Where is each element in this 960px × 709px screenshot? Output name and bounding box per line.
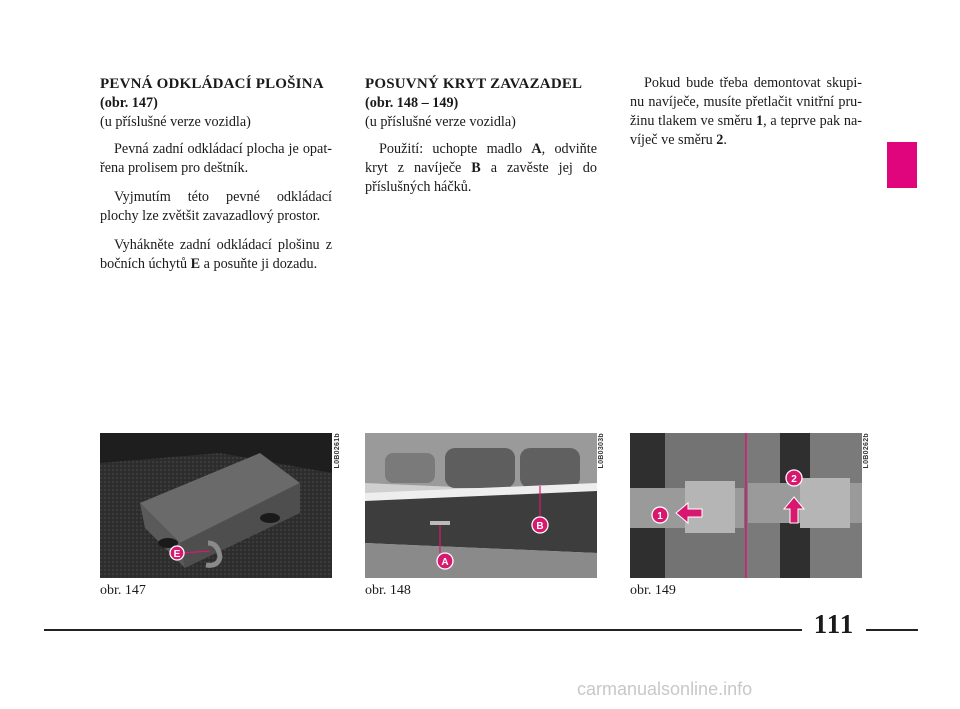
section-tab-marker — [887, 142, 917, 188]
svg-text:1: 1 — [657, 511, 663, 522]
column-3 — [630, 74, 862, 160]
svg-text:E: E — [173, 549, 181, 560]
paragraph: Vyjmutím této pevné odkládací plochy lze zvětšit zavazadlový prostor. — [100, 189, 332, 224]
callout-b — [532, 517, 548, 533]
svg-text:2: 2 — [791, 474, 797, 485]
figure-code: L0B0261b — [334, 433, 341, 469]
variant-note: (u příslušné verze vozidla) — [100, 114, 251, 130]
column-2 — [365, 74, 597, 207]
figure-caption: obr. 148 — [365, 583, 411, 598]
paragraph: Použití: uchopte madlo A, odviňte kryt z navíječe B a zavěste jej do příslušných háčků. — [365, 141, 597, 195]
figure-reference: (obr. 147) — [100, 95, 158, 111]
callout-a — [437, 553, 453, 569]
watermark: carmanualsonline.info — [577, 679, 753, 699]
figure-code: L0B0262b — [863, 433, 870, 469]
paragraph: Pokud bude třeba demontovat skupi-nu navíječe, musíte přetlačit vnitřní pru-žinu tlakem ve směru 1, a teprve pak na-víječ ve směru 2. — [630, 75, 862, 148]
svg-text:B: B — [536, 521, 544, 532]
column-1 — [100, 74, 332, 284]
callout-e — [170, 546, 184, 560]
figure-149-image — [630, 433, 862, 578]
svg-text:A: A — [441, 557, 449, 568]
figure-code: L0B0303b — [598, 433, 605, 469]
section-heading: POSUVNÝ KRYT ZAVAZADEL — [365, 76, 583, 92]
figure-caption: obr. 149 — [630, 583, 676, 598]
figure-reference: (obr. 148 – 149) — [365, 95, 459, 111]
callout-1 — [652, 507, 668, 523]
figure-caption: obr. 147 — [100, 583, 146, 598]
figure-148-image — [365, 433, 597, 578]
footer-rule-right — [866, 629, 918, 631]
paragraph: Pevná zadní odkládací plocha je opat-řena prolisem pro deštník. — [100, 141, 332, 176]
page-number: 111 — [813, 609, 855, 639]
figure-147-image — [100, 433, 332, 578]
label-e: E — [190, 256, 201, 272]
variant-note: (u příslušné verze vozidla) — [365, 114, 516, 130]
callout-2 — [786, 470, 802, 486]
paragraph: Vyhákněte zadní odkládací plošinu z bočních úchytů E a posuňte ji dozadu. — [100, 237, 332, 272]
footer-rule-left — [44, 629, 802, 631]
section-heading: PEVNÁ ODKLÁDACÍ PLOŠINA — [100, 76, 324, 92]
